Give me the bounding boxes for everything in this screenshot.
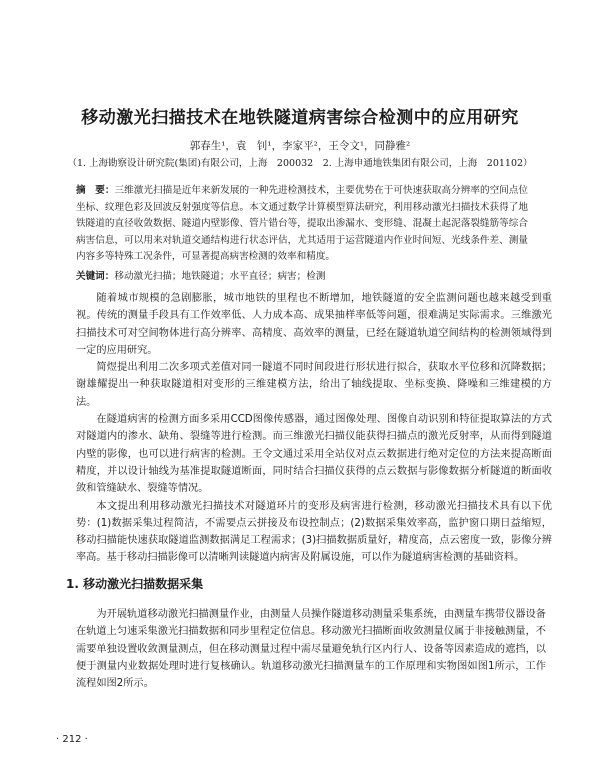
intro-paragraph-1: 随着城市规模的急剧膨胀，城市地铁的里程也不断增加，地铁隧道的安全监测问题也越来越受到重视。传统的测量手段具有工作效率低、人力成本高、成果抽样率低等问题，很难满足实际需求。三维激光扫描技术可对空间物体进行高分辨率、高精度、高效率的测量，已经在隧道轨道空间结构的检测领域得到一定的应用研究。 <box>76 293 552 356</box>
intro-body <box>76 290 552 567</box>
abstract-block <box>76 183 528 266</box>
intro-paragraph-4: 本文提出利用移动激光扫描技术对隧道环片的变形及病害进行检测，移动激光扫描技术具有以下优势：(1)数据采集过程简洁，不需要点云拼接及布设控制点；(2)数据采集效率高，监护窗口期日益缩短，移动扫描能快速获取隧道监测数据满足工程需求；(3)扫描数据质量好，精度高，点云密度一致，影像分辨率高。基于移动扫描影像可以清晰判读隧道内病害及附属设施，可以作为隧道病害检测的基础资料。 <box>76 500 552 564</box>
keywords-block <box>76 269 528 285</box>
author-list: 郭春生¹，袁 钊¹，李家平²，王令文¹，同静雅² <box>189 140 411 152</box>
section-paragraph: 为开展轨道移动激光扫描测量作业，由测量人员操作隧道移动测量采集系统，由测量车携带仪器设备在轨道上匀速采集激光扫描数据和同步里程定位信息。移动激光扫描断面收敛测量仪属于非接触测量，不需要单独设置收敛测量测点，但在移动测量过程中需尽量避免轨行区内行人、设备等因素造成的遮挡，以便于测量内业数据处理时进行复核确认。轨道移动激光扫描测量车的工作原理和实物图如图1所示，工作流程如图2所示。 <box>76 609 546 690</box>
keywords-text: 移动激光扫描；地铁隧道；水平直径；病害；检测 <box>114 271 326 282</box>
section-heading: 1. 移动激光扫描数据采集 <box>66 577 204 591</box>
page-number: · 212 · <box>56 734 88 745</box>
paper-title: 移动激光扫描技术在地铁隧道病害综合检测中的应用研究 <box>81 108 519 128</box>
abstract-label: 摘 要： <box>76 185 115 196</box>
section-body <box>76 606 546 692</box>
author-affiliation: （1. 上海勘察设计研究院(集团)有限公司，上海 200032 2. 上海申通地铁集团有限公司，上海 201102） <box>67 158 533 169</box>
keywords-label: 关键词： <box>76 271 115 282</box>
intro-paragraph-3: 在隧道病害的检测方面多采用CCD图像传感器，通过图像处理、图像自动识别和特征提取算法的方式对隧道内的渗水、缺角、裂缝等进行检测。而三维激光扫描仪能获得扫描点的激光反射率，从而得到隧道内壁的影像，也可以进行病害的检测。王令文通过采用全站仪对点云数据进行绝对定位的方法来提高断面精度，并以设计轴线为基准提取隧道断面，同时结合扫描仪获得的点云数据与影像数据分析隧道的断面收敛和管缝缺水、裂缝等情况。 <box>76 414 552 495</box>
intro-paragraph-2: 简煜提出利用二次多项式差值对同一隧道不同时间段进行形状进行拟合，获取水平位移和沉降数据；谢雄耀提出一种获取隧道相对变形的三维建模方法，给出了轴线提取、坐标变换、降噪和三维建模的方法。 <box>76 362 552 408</box>
abstract-text: 三维激光扫描是近年来新发展的一种先进检测技术，主要优势在于可快速获取高分辨率的空间点位坐标、纹理色彩及回波反射强度等信息。本文通过数学计算模型算法研究，利用移动激光扫描技术获得了地铁隧道的直径收敛数据、隧道内壁影像、管片错台等，提取出渗漏水、变形缝、混凝土起泥落裂缝筋等综合病害信息，可以用来对轨道交通结构进行状态评估，尤其适用于运营隧道内作业时间短、光线条件差、测量内容多等特殊工况条件，可显著提高病害检测的效率和精度。 <box>76 185 529 263</box>
